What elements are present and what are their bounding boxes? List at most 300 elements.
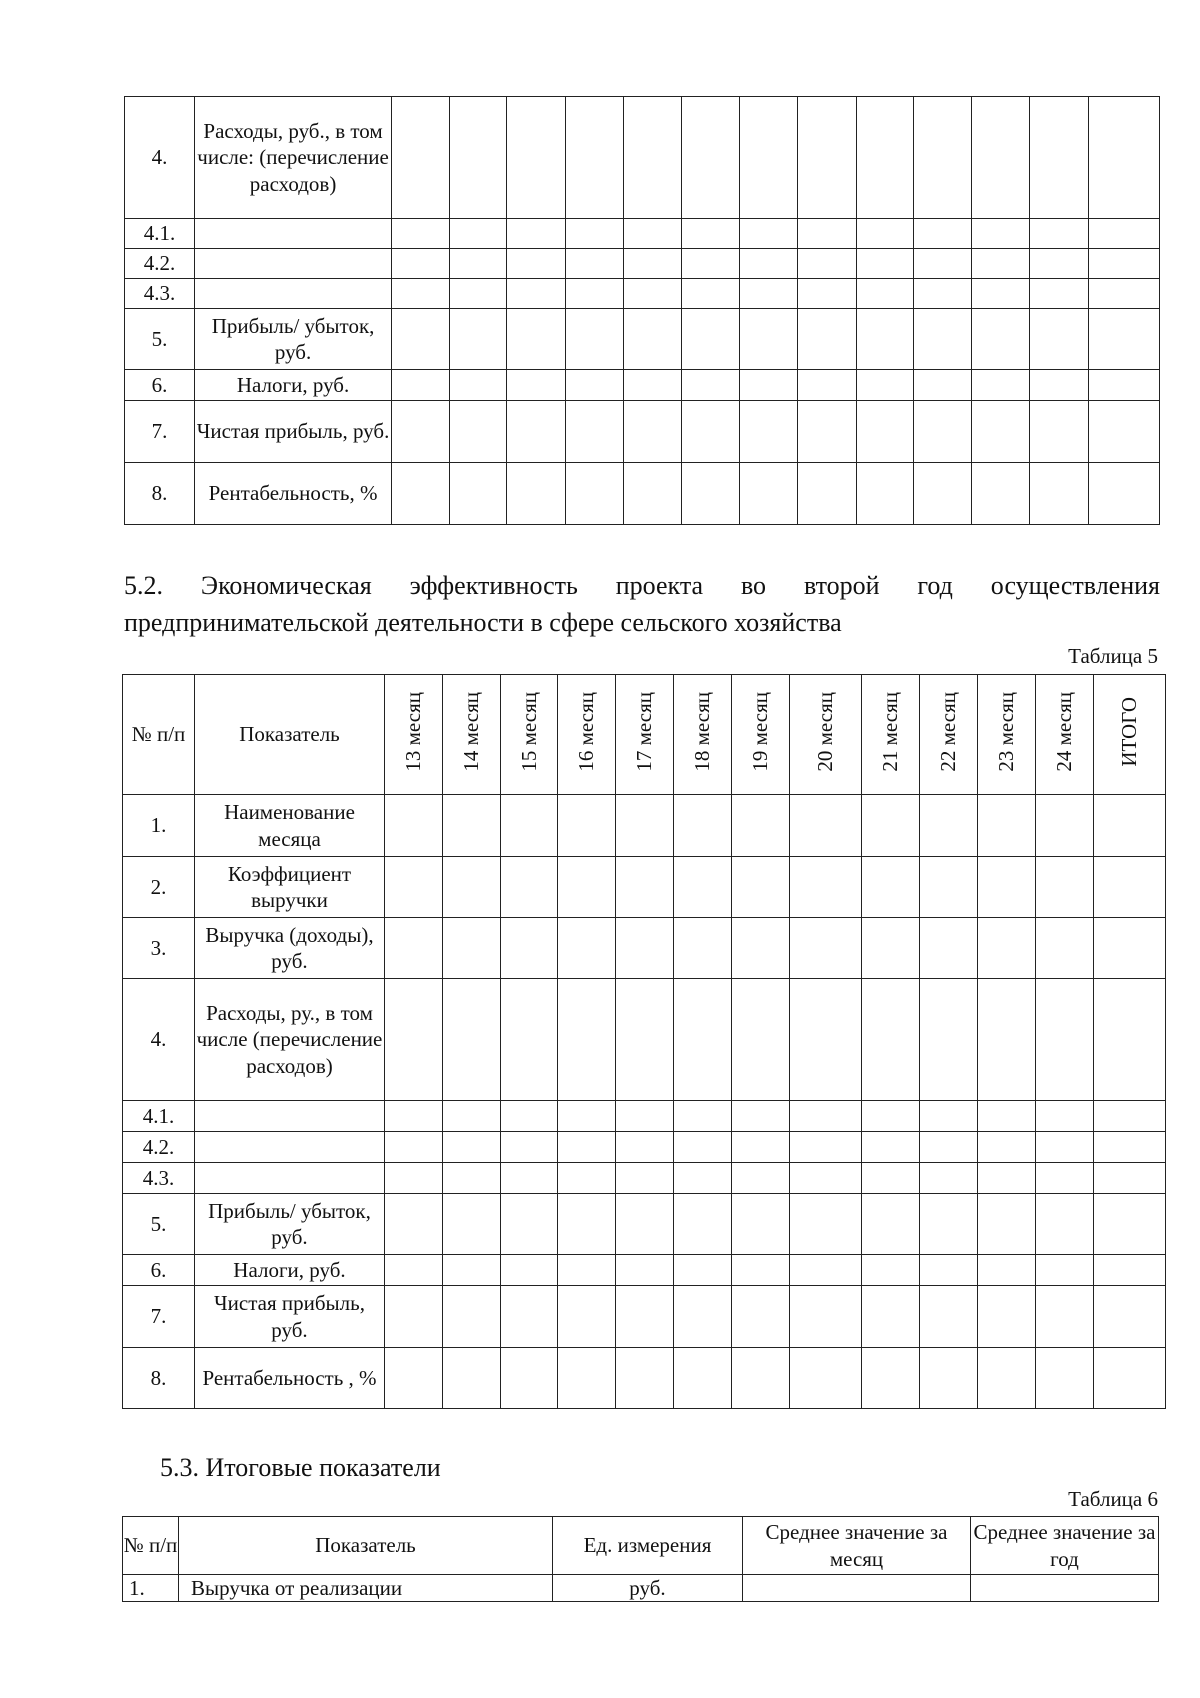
month-header-label: 24 месяц bbox=[1052, 691, 1077, 772]
data-cell bbox=[790, 918, 862, 979]
data-cell bbox=[616, 1348, 674, 1409]
data-cell bbox=[1036, 795, 1094, 857]
data-cell bbox=[1094, 918, 1166, 979]
data-cell bbox=[624, 463, 682, 525]
data-cell bbox=[385, 1255, 443, 1286]
row-number: 8. bbox=[123, 1348, 195, 1409]
data-cell bbox=[624, 279, 682, 309]
data-cell bbox=[392, 309, 450, 370]
data-cell bbox=[920, 1194, 978, 1255]
data-cell bbox=[624, 249, 682, 279]
data-cell bbox=[862, 1255, 920, 1286]
data-cell bbox=[739, 249, 798, 279]
data-cell bbox=[790, 1348, 862, 1409]
table-row bbox=[125, 279, 1160, 309]
column-header: № п/п bbox=[123, 1517, 179, 1575]
data-cell bbox=[392, 463, 450, 525]
table-5-caption: Таблица 5 bbox=[1068, 644, 1158, 668]
data-cell bbox=[971, 97, 1030, 219]
data-cell bbox=[971, 463, 1030, 525]
data-cell bbox=[501, 795, 558, 857]
data-cell bbox=[1036, 857, 1094, 918]
row-label bbox=[194, 249, 391, 279]
data-cell bbox=[971, 249, 1030, 279]
data-cell bbox=[674, 1194, 732, 1255]
data-cell bbox=[790, 1132, 862, 1163]
data-cell bbox=[1030, 249, 1089, 279]
row-number: 4. bbox=[125, 97, 195, 219]
row-number: 2. bbox=[123, 857, 195, 918]
data-cell bbox=[732, 1286, 790, 1348]
data-cell bbox=[682, 463, 740, 525]
month-header-label: 16 месяц bbox=[574, 691, 599, 772]
month-header bbox=[501, 675, 558, 795]
data-cell bbox=[501, 918, 558, 979]
data-cell bbox=[798, 219, 857, 249]
data-cell bbox=[616, 795, 674, 857]
data-cell bbox=[1036, 1348, 1094, 1409]
data-cell bbox=[920, 979, 978, 1101]
data-cell bbox=[443, 1348, 501, 1409]
header-label: Показатель bbox=[195, 675, 385, 795]
month-header-label: 13 месяц bbox=[401, 691, 426, 772]
table-row bbox=[125, 463, 1160, 525]
data-cell bbox=[971, 401, 1030, 463]
data-cell bbox=[507, 219, 566, 249]
data-cell bbox=[565, 309, 624, 370]
data-cell bbox=[501, 857, 558, 918]
data-cell bbox=[978, 918, 1036, 979]
data-cell bbox=[862, 1163, 920, 1194]
table-row bbox=[123, 1286, 1166, 1348]
data-cell bbox=[1030, 97, 1089, 219]
data-cell bbox=[914, 279, 972, 309]
month-header bbox=[732, 675, 790, 795]
data-cell bbox=[501, 1348, 558, 1409]
column-header: Ед. измерения bbox=[553, 1517, 743, 1575]
data-cell bbox=[558, 1255, 616, 1286]
data-cell bbox=[978, 1348, 1036, 1409]
data-cell bbox=[507, 309, 566, 370]
data-cell bbox=[920, 1286, 978, 1348]
data-cell bbox=[978, 979, 1036, 1101]
row-number: 1. bbox=[123, 795, 195, 857]
data-cell bbox=[732, 1101, 790, 1132]
data-cell bbox=[565, 279, 624, 309]
data-cell bbox=[385, 1132, 443, 1163]
data-cell bbox=[385, 795, 443, 857]
table-6 bbox=[122, 1516, 1159, 1602]
month-header bbox=[920, 675, 978, 795]
row-month-avg bbox=[743, 1575, 971, 1602]
data-cell bbox=[1094, 1101, 1166, 1132]
data-cell bbox=[856, 401, 914, 463]
column-header: Среднее значение за год bbox=[971, 1517, 1159, 1575]
data-cell bbox=[1094, 857, 1166, 918]
data-cell bbox=[739, 309, 798, 370]
data-cell bbox=[732, 1255, 790, 1286]
data-cell bbox=[862, 1101, 920, 1132]
data-cell bbox=[501, 979, 558, 1101]
data-cell bbox=[1088, 370, 1159, 401]
data-cell bbox=[674, 1101, 732, 1132]
section-5-2-title-line2: предпринимательской деятельности в сфере сельского хозяйства bbox=[124, 608, 842, 637]
data-cell bbox=[565, 401, 624, 463]
data-cell bbox=[616, 1194, 674, 1255]
data-cell bbox=[443, 857, 501, 918]
data-cell bbox=[443, 1194, 501, 1255]
data-cell bbox=[501, 1101, 558, 1132]
data-cell bbox=[674, 1132, 732, 1163]
data-cell bbox=[739, 219, 798, 249]
data-cell bbox=[739, 463, 798, 525]
data-cell bbox=[1036, 1132, 1094, 1163]
row-label: Налоги, руб. bbox=[194, 370, 391, 401]
data-cell bbox=[732, 918, 790, 979]
data-cell bbox=[1088, 279, 1159, 309]
data-cell bbox=[558, 1101, 616, 1132]
data-cell bbox=[732, 1163, 790, 1194]
data-cell bbox=[732, 979, 790, 1101]
data-cell bbox=[616, 1286, 674, 1348]
data-cell bbox=[1030, 370, 1089, 401]
data-cell bbox=[1036, 1194, 1094, 1255]
data-cell bbox=[862, 918, 920, 979]
data-cell bbox=[978, 1163, 1036, 1194]
data-cell bbox=[856, 219, 914, 249]
data-cell bbox=[443, 1132, 501, 1163]
row-number: 4.1. bbox=[123, 1101, 195, 1132]
data-cell bbox=[507, 401, 566, 463]
section-5-3-title: 5.3. Итоговые показатели bbox=[160, 1453, 441, 1482]
data-cell bbox=[392, 279, 450, 309]
data-cell bbox=[616, 857, 674, 918]
month-header-label: 18 месяц bbox=[690, 691, 715, 772]
data-cell bbox=[1088, 463, 1159, 525]
data-cell bbox=[1030, 279, 1089, 309]
row-label: Наименование месяца bbox=[195, 795, 385, 857]
data-cell bbox=[862, 1286, 920, 1348]
data-cell bbox=[971, 309, 1030, 370]
table-row bbox=[123, 1163, 1166, 1194]
row-label: Рентабельность, % bbox=[194, 463, 391, 525]
data-cell bbox=[507, 249, 566, 279]
data-cell bbox=[862, 795, 920, 857]
data-cell bbox=[862, 857, 920, 918]
data-cell bbox=[443, 1255, 501, 1286]
data-cell bbox=[443, 1286, 501, 1348]
data-cell bbox=[1088, 401, 1159, 463]
row-label: Чистая прибыль, руб. bbox=[195, 1286, 385, 1348]
data-cell bbox=[920, 1101, 978, 1132]
row-label: Расходы, ру., в том числе (перечисление расходов) bbox=[195, 979, 385, 1101]
data-cell bbox=[558, 1132, 616, 1163]
column-header: Показатель bbox=[179, 1517, 553, 1575]
data-cell bbox=[624, 401, 682, 463]
month-header-label: 14 месяц bbox=[459, 691, 484, 772]
row-number: 5. bbox=[125, 309, 195, 370]
data-cell bbox=[558, 1194, 616, 1255]
data-cell bbox=[732, 795, 790, 857]
data-cell bbox=[1088, 309, 1159, 370]
data-cell bbox=[682, 401, 740, 463]
data-cell bbox=[392, 249, 450, 279]
row-label: Выручка от реализации bbox=[179, 1575, 553, 1602]
data-cell bbox=[978, 1132, 1036, 1163]
data-cell bbox=[971, 370, 1030, 401]
data-cell bbox=[565, 370, 624, 401]
row-number: 7. bbox=[123, 1286, 195, 1348]
data-cell bbox=[914, 370, 972, 401]
data-cell bbox=[385, 1286, 443, 1348]
data-cell bbox=[920, 1163, 978, 1194]
data-cell bbox=[798, 249, 857, 279]
data-cell bbox=[1094, 1348, 1166, 1409]
data-cell bbox=[1094, 1132, 1166, 1163]
data-cell bbox=[798, 97, 857, 219]
row-number: 8. bbox=[125, 463, 195, 525]
data-cell bbox=[732, 1348, 790, 1409]
data-cell bbox=[1094, 1255, 1166, 1286]
table-row bbox=[125, 401, 1160, 463]
data-cell bbox=[674, 1286, 732, 1348]
row-number: 4. bbox=[123, 979, 195, 1101]
data-cell bbox=[385, 979, 443, 1101]
month-header bbox=[862, 675, 920, 795]
month-header-label: 15 месяц bbox=[516, 691, 541, 772]
data-cell bbox=[1036, 1101, 1094, 1132]
month-header-label: 20 месяц bbox=[813, 691, 838, 772]
table-row bbox=[123, 1194, 1166, 1255]
data-cell bbox=[385, 857, 443, 918]
row-number: 7. bbox=[125, 401, 195, 463]
row-number: 4.1. bbox=[125, 219, 195, 249]
data-cell bbox=[385, 918, 443, 979]
data-cell bbox=[856, 370, 914, 401]
table-row bbox=[123, 979, 1166, 1101]
data-cell bbox=[920, 1348, 978, 1409]
month-header-label: ИТОГО bbox=[1117, 696, 1142, 767]
data-cell bbox=[739, 401, 798, 463]
data-cell bbox=[1036, 1163, 1094, 1194]
data-cell bbox=[624, 97, 682, 219]
data-cell bbox=[616, 1132, 674, 1163]
data-cell bbox=[449, 463, 507, 525]
data-cell bbox=[790, 1255, 862, 1286]
row-number: 4.3. bbox=[123, 1163, 195, 1194]
month-header bbox=[790, 675, 862, 795]
data-cell bbox=[1036, 1286, 1094, 1348]
data-cell bbox=[449, 401, 507, 463]
row-label bbox=[194, 279, 391, 309]
data-cell bbox=[920, 1132, 978, 1163]
table-row bbox=[125, 97, 1160, 219]
table-top-continuation bbox=[124, 96, 1160, 525]
data-cell bbox=[862, 1348, 920, 1409]
row-label: Прибыль/ убыток, руб. bbox=[195, 1194, 385, 1255]
month-header bbox=[616, 675, 674, 795]
data-cell bbox=[1036, 918, 1094, 979]
data-cell bbox=[914, 97, 972, 219]
data-cell bbox=[1036, 1255, 1094, 1286]
data-cell bbox=[1094, 1194, 1166, 1255]
row-number: 4.2. bbox=[125, 249, 195, 279]
data-cell bbox=[1094, 979, 1166, 1101]
data-cell bbox=[978, 795, 1036, 857]
data-cell bbox=[674, 979, 732, 1101]
data-cell bbox=[1030, 219, 1089, 249]
data-cell bbox=[682, 219, 740, 249]
data-cell bbox=[558, 1286, 616, 1348]
data-cell bbox=[1030, 309, 1089, 370]
data-cell bbox=[1094, 795, 1166, 857]
data-cell bbox=[739, 370, 798, 401]
row-label: Прибыль/ убыток, руб. bbox=[194, 309, 391, 370]
data-cell bbox=[443, 1101, 501, 1132]
data-cell bbox=[385, 1348, 443, 1409]
data-cell bbox=[914, 463, 972, 525]
row-label bbox=[195, 1101, 385, 1132]
data-cell bbox=[920, 1255, 978, 1286]
table-row bbox=[125, 249, 1160, 279]
section-5-2-title-line1: 5.2. Экономическая эффективность проекта во второй год осуществления bbox=[124, 571, 1160, 600]
data-cell bbox=[732, 857, 790, 918]
data-cell bbox=[798, 370, 857, 401]
row-label bbox=[195, 1163, 385, 1194]
data-cell bbox=[920, 857, 978, 918]
table-row bbox=[123, 1132, 1166, 1163]
data-cell bbox=[616, 1163, 674, 1194]
table-row bbox=[123, 918, 1166, 979]
data-cell bbox=[1088, 249, 1159, 279]
row-label: Выручка (доходы), руб. bbox=[195, 918, 385, 979]
table-row bbox=[125, 219, 1160, 249]
month-header bbox=[1094, 675, 1166, 795]
data-cell bbox=[616, 1101, 674, 1132]
data-cell bbox=[674, 795, 732, 857]
row-label: Коэффициент выручки bbox=[195, 857, 385, 918]
data-cell bbox=[501, 1132, 558, 1163]
data-cell bbox=[443, 795, 501, 857]
data-cell bbox=[507, 279, 566, 309]
data-cell bbox=[507, 97, 566, 219]
table-row bbox=[123, 1255, 1166, 1286]
data-cell bbox=[558, 1163, 616, 1194]
data-cell bbox=[501, 1194, 558, 1255]
data-cell bbox=[732, 1132, 790, 1163]
data-cell bbox=[443, 1163, 501, 1194]
month-header-label: 22 месяц bbox=[936, 691, 961, 772]
data-cell bbox=[449, 249, 507, 279]
data-cell bbox=[1036, 979, 1094, 1101]
data-cell bbox=[565, 463, 624, 525]
data-cell bbox=[798, 401, 857, 463]
data-cell bbox=[790, 1163, 862, 1194]
data-cell bbox=[1088, 219, 1159, 249]
data-cell bbox=[616, 918, 674, 979]
data-cell bbox=[392, 401, 450, 463]
data-cell bbox=[624, 370, 682, 401]
month-header bbox=[443, 675, 501, 795]
data-cell bbox=[790, 1286, 862, 1348]
data-cell bbox=[732, 1194, 790, 1255]
data-cell bbox=[978, 1255, 1036, 1286]
data-cell bbox=[682, 97, 740, 219]
data-cell bbox=[674, 857, 732, 918]
month-header-label: 21 месяц bbox=[878, 691, 903, 772]
table-row bbox=[123, 795, 1166, 857]
data-cell bbox=[862, 1132, 920, 1163]
data-cell bbox=[978, 1194, 1036, 1255]
row-number: 5. bbox=[123, 1194, 195, 1255]
table-6-caption: Таблица 6 bbox=[1068, 1487, 1158, 1511]
data-cell bbox=[920, 918, 978, 979]
month-header-label: 17 месяц bbox=[632, 691, 657, 772]
row-number: 1. bbox=[123, 1575, 179, 1602]
month-header bbox=[558, 675, 616, 795]
data-cell bbox=[507, 370, 566, 401]
data-cell bbox=[790, 795, 862, 857]
data-cell bbox=[682, 279, 740, 309]
table-row bbox=[123, 1575, 1159, 1602]
table-row bbox=[123, 1101, 1166, 1132]
data-cell bbox=[616, 979, 674, 1101]
month-header bbox=[674, 675, 732, 795]
table-row bbox=[123, 1348, 1166, 1409]
data-cell bbox=[558, 857, 616, 918]
data-cell bbox=[385, 1101, 443, 1132]
row-label: Рентабельность , % bbox=[195, 1348, 385, 1409]
data-cell bbox=[501, 1255, 558, 1286]
data-cell bbox=[674, 1163, 732, 1194]
data-cell bbox=[798, 309, 857, 370]
row-number: 4.3. bbox=[125, 279, 195, 309]
data-cell bbox=[978, 1286, 1036, 1348]
data-cell bbox=[856, 249, 914, 279]
data-cell bbox=[449, 370, 507, 401]
data-cell bbox=[449, 309, 507, 370]
data-cell bbox=[914, 249, 972, 279]
data-cell bbox=[790, 1194, 862, 1255]
data-cell bbox=[501, 1286, 558, 1348]
row-number: 3. bbox=[123, 918, 195, 979]
data-cell bbox=[385, 1194, 443, 1255]
data-cell bbox=[392, 97, 450, 219]
data-cell bbox=[978, 1101, 1036, 1132]
row-year-avg bbox=[971, 1575, 1159, 1602]
column-header: Среднее значение за месяц bbox=[743, 1517, 971, 1575]
table-row bbox=[123, 857, 1166, 918]
data-cell bbox=[739, 97, 798, 219]
data-cell bbox=[501, 1163, 558, 1194]
table-5 bbox=[122, 674, 1166, 1409]
data-cell bbox=[443, 918, 501, 979]
data-cell bbox=[790, 857, 862, 918]
data-cell bbox=[862, 979, 920, 1101]
data-cell bbox=[856, 279, 914, 309]
data-cell bbox=[1088, 97, 1159, 219]
data-cell bbox=[971, 279, 1030, 309]
data-cell bbox=[682, 309, 740, 370]
header-num: № п/п bbox=[123, 675, 195, 795]
data-cell bbox=[392, 370, 450, 401]
data-cell bbox=[856, 309, 914, 370]
data-cell bbox=[978, 857, 1036, 918]
row-label: Налоги, руб. bbox=[195, 1255, 385, 1286]
data-cell bbox=[674, 918, 732, 979]
data-cell bbox=[798, 279, 857, 309]
data-cell bbox=[674, 1348, 732, 1409]
